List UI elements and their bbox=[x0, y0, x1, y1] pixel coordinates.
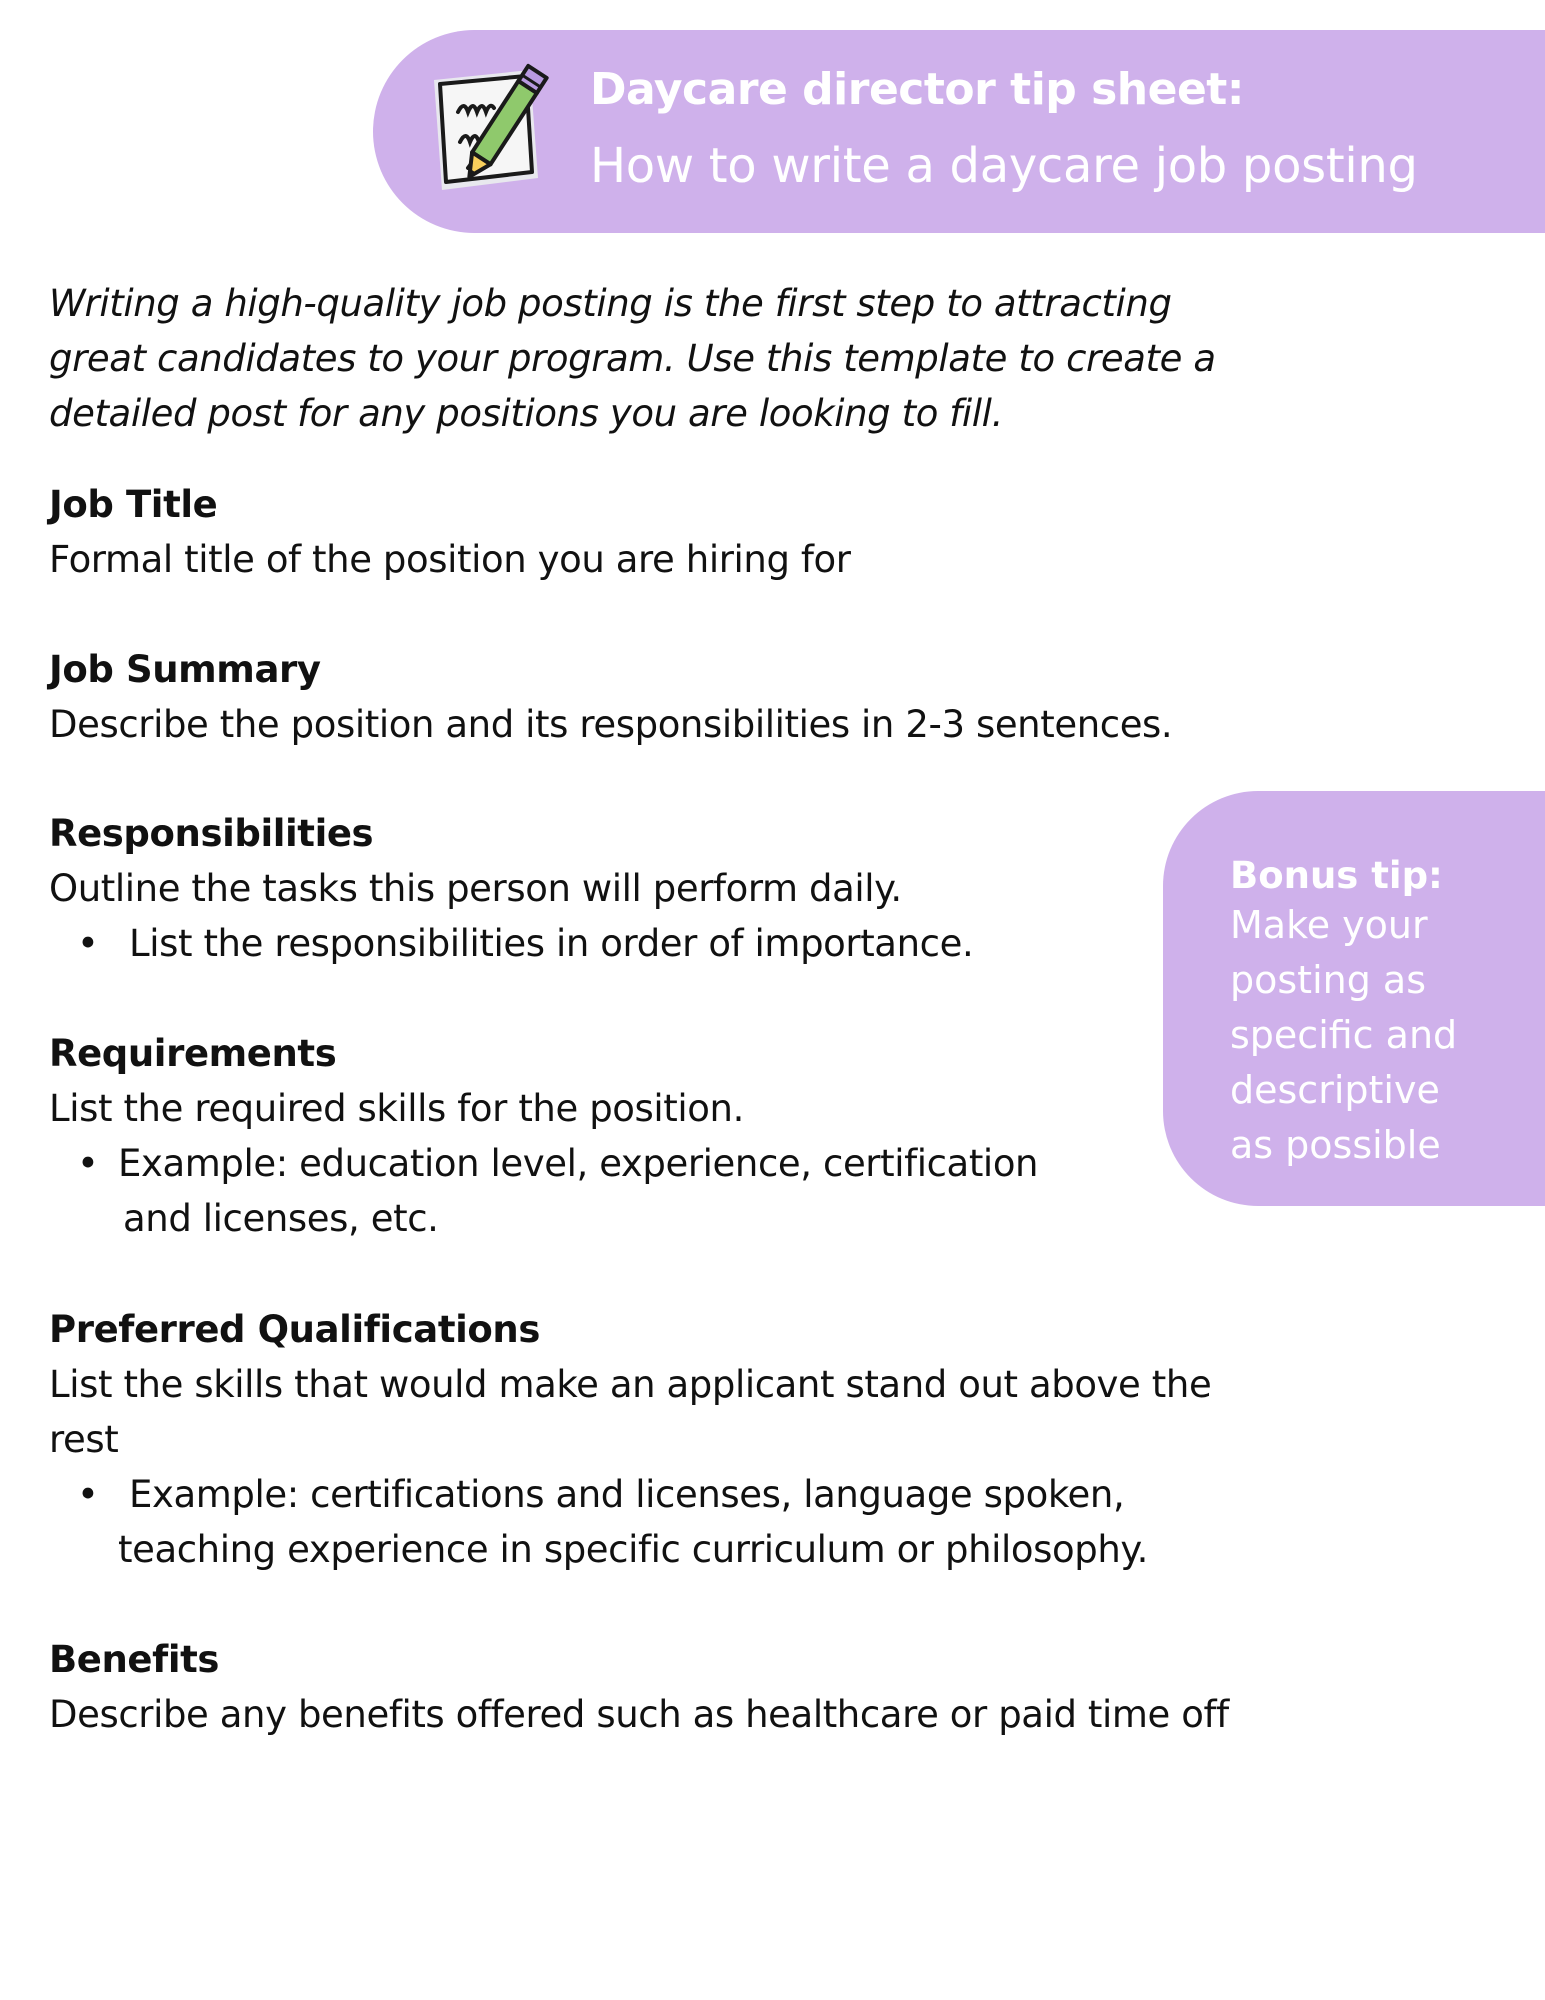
bonus-tip-title: Bonus tip: bbox=[1230, 854, 1443, 897]
section-heading: Requirements bbox=[49, 1032, 337, 1075]
section-job-summary bbox=[49, 642, 1449, 752]
bonus-tip-body bbox=[1230, 898, 1457, 1173]
bullet-text: Example: certifications and licenses, language spoken, bbox=[129, 1473, 1125, 1516]
intro-paragraph bbox=[49, 276, 1449, 441]
section-benefits bbox=[49, 1632, 1449, 1742]
intro-line: detailed post for any positions you are looking to fill. bbox=[49, 392, 1003, 435]
intro-line: Writing a high-quality job posting is the first step to attracting bbox=[49, 282, 1172, 325]
section-text: rest bbox=[49, 1418, 119, 1461]
intro-line: great candidates to your program. Use this template to create a bbox=[49, 337, 1216, 380]
bonus-tip-line: descriptive bbox=[1230, 1068, 1440, 1112]
bonus-tip-line: specific and bbox=[1230, 1013, 1458, 1057]
section-text: Outline the tasks this person will perform daily. bbox=[49, 867, 902, 910]
section-heading: Responsibilities bbox=[49, 812, 374, 855]
section-text: Formal title of the position you are hiring for bbox=[49, 538, 851, 581]
bonus-tip-line: as possible bbox=[1230, 1123, 1441, 1167]
bullet-text: teaching experience in specific curriculum or philosophy. bbox=[118, 1528, 1148, 1571]
bullet-text: and licenses, etc. bbox=[123, 1197, 439, 1240]
bullet-text: List the responsibilities in order of importance. bbox=[129, 922, 974, 965]
section-heading: Benefits bbox=[49, 1638, 220, 1681]
header-subtitle: How to write a daycare job posting bbox=[590, 138, 1418, 194]
section-preferred-qualifications bbox=[49, 1302, 1449, 1577]
bullet-item bbox=[49, 1467, 1449, 1577]
header-title: Daycare director tip sheet: bbox=[590, 64, 1244, 115]
section-text: List the required skills for the position. bbox=[49, 1087, 744, 1130]
section-heading: Job Summary bbox=[49, 648, 321, 691]
bonus-tip-line: posting as bbox=[1230, 958, 1426, 1002]
section-text: List the skills that would make an applicant stand out above the bbox=[49, 1363, 1212, 1406]
bullet-icon: • bbox=[77, 1142, 99, 1185]
section-text: Describe the position and its responsibilities in 2-3 sentences. bbox=[49, 703, 1173, 746]
section-text: Describe any benefits offered such as healthcare or paid time off bbox=[49, 1693, 1229, 1736]
bullet-icon: • bbox=[77, 922, 99, 965]
bullet-text: Example: education level, experience, certification bbox=[118, 1142, 1039, 1185]
section-job-title bbox=[49, 477, 1449, 587]
section-heading: Preferred Qualifications bbox=[49, 1308, 540, 1351]
section-heading: Job Title bbox=[49, 483, 218, 526]
bonus-tip-line: Make your bbox=[1230, 903, 1428, 947]
notepad-pencil-icon bbox=[420, 50, 570, 200]
bullet-icon: • bbox=[77, 1473, 99, 1516]
